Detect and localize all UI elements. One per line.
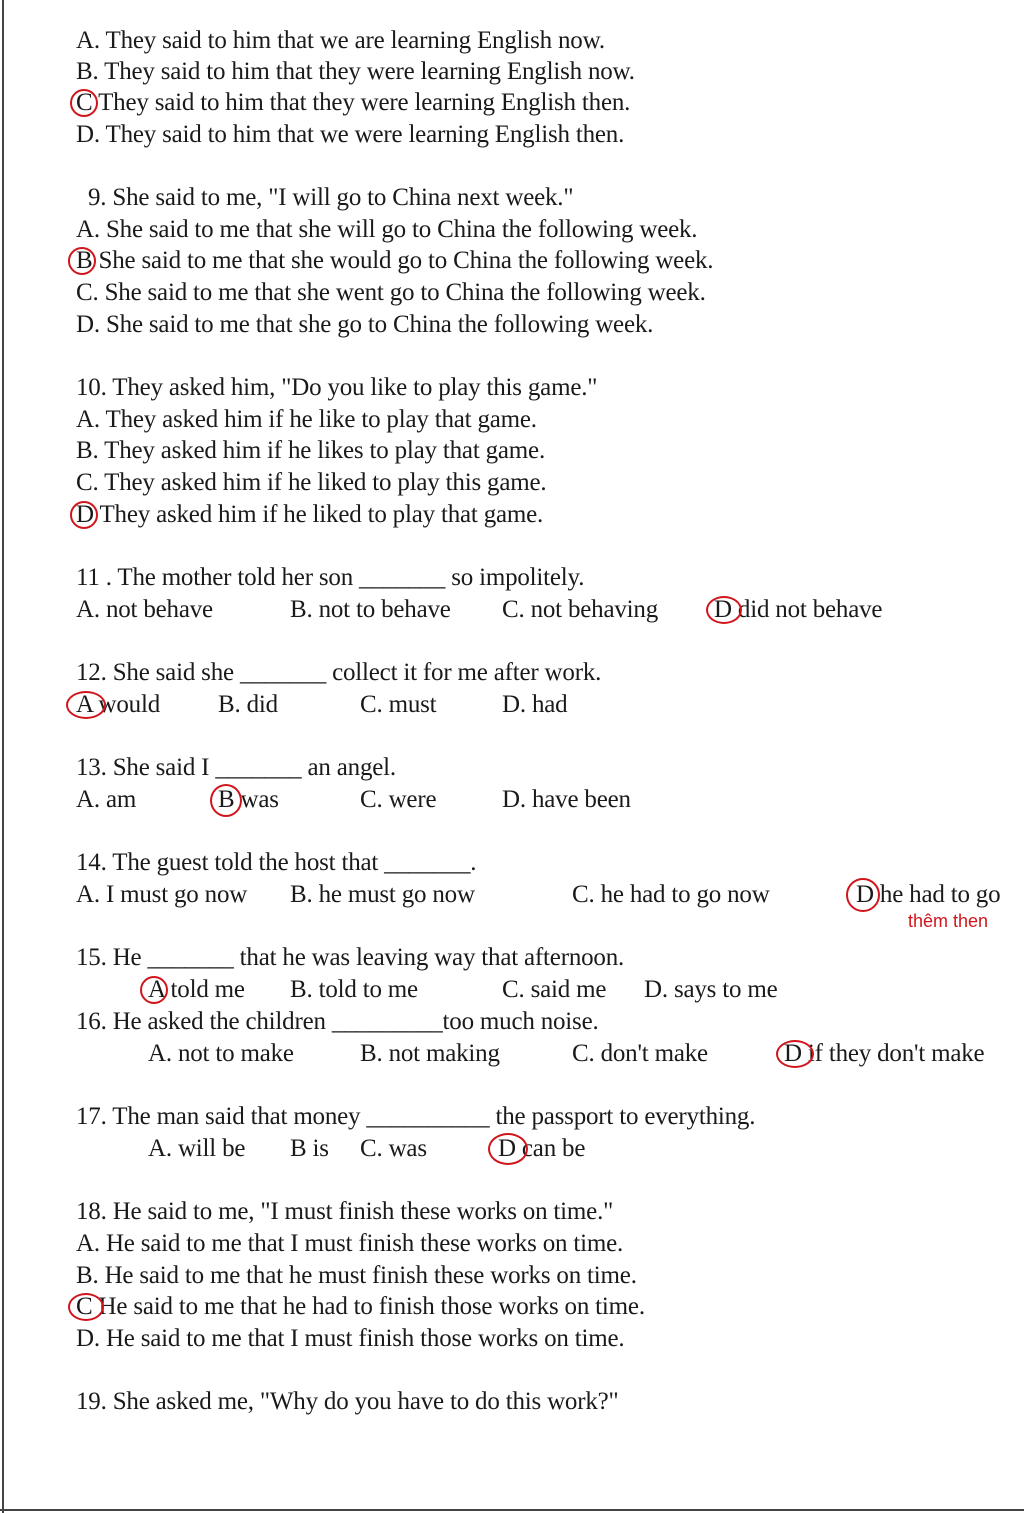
- option-14c: C. he had to go now: [572, 881, 770, 908]
- option-9a: A. She said to me that she will go to China the following week.: [76, 216, 698, 243]
- question-11: 11 . The mother told her son _______ so impolitely.: [76, 564, 585, 591]
- question-9: 9. She said to me, "I will go to China next week.": [88, 184, 574, 211]
- option-12a: A would: [76, 691, 161, 718]
- option-10d: D They asked him if he liked to play that game.: [76, 501, 544, 528]
- question-13: 13. She said I _______ an angel.: [76, 754, 396, 781]
- answer-circle: [846, 878, 880, 912]
- option-15d: D. says to me: [644, 976, 778, 1003]
- answer-circle: [140, 976, 168, 1004]
- option-16a: A. not to make: [148, 1040, 294, 1067]
- option-9c: C. She said to me that she went go to China the following week.: [76, 279, 706, 306]
- option-14a: A. I must go now: [76, 881, 248, 908]
- option-12c: C. must: [360, 691, 437, 718]
- option-12d: D. had: [502, 691, 568, 718]
- question-18: 18. He said to me, "I must finish these works on time.": [76, 1198, 614, 1225]
- option-8c: C They said to him that they were learning English then.: [76, 89, 631, 116]
- question-17: 17. The man said that money __________ the passport to everything.: [76, 1103, 756, 1130]
- option-8a: A. They said to him that we are learning English now.: [76, 27, 605, 54]
- option-15b: B. told to me: [290, 976, 418, 1003]
- option-12b: B. did: [218, 691, 278, 718]
- option-11d: D did not behave: [714, 596, 883, 623]
- option-9b: B She said to me that she would go to China the following week.: [76, 247, 714, 274]
- handwritten-note: thêm then: [908, 911, 989, 931]
- page-border: [2, 0, 4, 1513]
- answer-circle: [706, 596, 742, 624]
- option-15a: A told me: [148, 976, 245, 1003]
- option-13b: B was: [218, 786, 279, 813]
- question-16: 16. He asked the children _________too much noise.: [76, 1008, 599, 1035]
- option-16b: B. not making: [360, 1040, 500, 1067]
- answer-circle: [66, 691, 106, 719]
- option-17d: D can be: [498, 1135, 586, 1162]
- option-16d: D if they don't make: [784, 1040, 985, 1067]
- option-13c: C. were: [360, 786, 437, 813]
- option-8b: B. They said to him that they were learning English now.: [76, 58, 635, 85]
- option-14d: D he had to go: [856, 881, 1001, 908]
- option-17c: C. was: [360, 1135, 427, 1162]
- answer-circle: [488, 1133, 528, 1165]
- question-12: 12. She said she _______ collect it for me after work.: [76, 659, 602, 686]
- question-14: 14. The guest told the host that _______.: [76, 849, 477, 876]
- question-15: 15. He _______ that he was leaving way that afternoon.: [76, 944, 625, 971]
- option-11b: B. not to behave: [290, 596, 451, 623]
- option-16c: C. don't make: [572, 1040, 708, 1067]
- page-border: [0, 1509, 1024, 1511]
- answer-circle: [210, 784, 242, 817]
- answer-circle: [68, 1293, 104, 1321]
- option-9d: D. She said to me that she go to China the following week.: [76, 311, 654, 338]
- option-18b: B. He said to me that he must finish these works on time.: [76, 1262, 637, 1289]
- option-11c: C. not behaving: [502, 596, 659, 623]
- option-17a: A. will be: [148, 1135, 246, 1162]
- option-17b: B is: [290, 1135, 329, 1162]
- option-18c: C He said to me that he had to finish those works on time.: [76, 1293, 645, 1320]
- option-18a: A. He said to me that I must finish these works on time.: [76, 1230, 624, 1257]
- option-13d: D. have been: [502, 786, 631, 813]
- answer-circle: [70, 501, 98, 529]
- option-13a: A. am: [76, 786, 137, 813]
- answer-circle: [68, 247, 96, 275]
- option-14b: B. he must go now: [290, 881, 475, 908]
- option-8d: D. They said to him that we were learning English then.: [76, 121, 625, 148]
- question-10: 10. They asked him, "Do you like to play this game.": [76, 374, 598, 401]
- answer-circle: [776, 1040, 814, 1068]
- option-18d: D. He said to me that I must finish those works on time.: [76, 1325, 625, 1352]
- option-10c: C. They asked him if he liked to play this game.: [76, 469, 547, 496]
- option-11a: A. not behave: [76, 596, 213, 623]
- option-10b: B. They asked him if he likes to play that game.: [76, 437, 546, 464]
- answer-circle: [70, 89, 98, 117]
- option-10a: A. They asked him if he like to play that game.: [76, 406, 537, 433]
- question-19: 19. She asked me, "Why do you have to do this work?": [76, 1388, 619, 1415]
- option-15c: C. said me: [502, 976, 607, 1003]
